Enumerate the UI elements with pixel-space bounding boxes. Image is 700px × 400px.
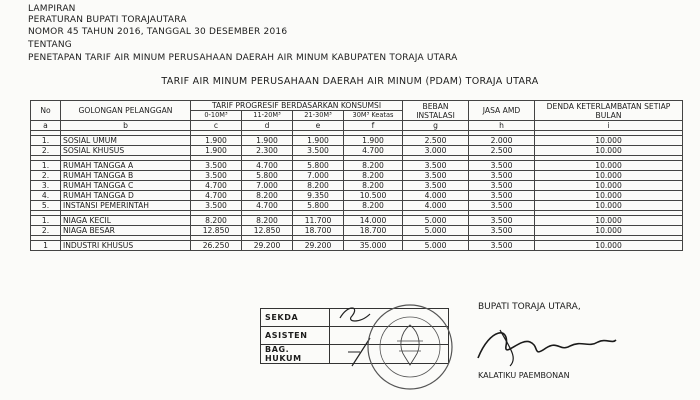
tariff-value: 18.700: [344, 226, 403, 236]
lampiran-label: LAMPIRAN: [28, 4, 76, 14]
tariff-value: 4.700: [191, 191, 242, 201]
tariff-value: 3.500: [469, 241, 535, 251]
regulation-number: NOMOR 45 TAHUN 2016, TANGGAL 30 DESEMBER 2016: [28, 27, 288, 37]
tariff-value: 8.200: [344, 161, 403, 171]
tariff-value: 14.000: [344, 216, 403, 226]
tariff-value: 5.000: [403, 226, 469, 236]
customer-group: RUMAH TANGGA C: [61, 181, 191, 191]
table-row: [31, 216, 683, 226]
tariff-value: 12.850: [242, 226, 293, 236]
official-stamp-seal: [365, 295, 455, 400]
customer-group: RUMAH TANGGA A: [61, 161, 191, 171]
tariff-value: 8.200: [242, 191, 293, 201]
tariff-value: 4.700: [242, 201, 293, 211]
tariff-value: 3.500: [403, 181, 469, 191]
customer-group: NIAGA BESAR: [61, 226, 191, 236]
tariff-value: 7.000: [242, 181, 293, 191]
customer-group: INSTANSI PEMERINTAH: [61, 201, 191, 211]
tariff-value: 4.700: [344, 146, 403, 156]
tariff-value: 3.500: [469, 226, 535, 236]
tariff-value: 10.000: [535, 136, 683, 146]
tariff-value: 8.200: [344, 201, 403, 211]
row-number: 4.: [31, 191, 61, 201]
tariff-value: 4.700: [191, 181, 242, 191]
header-denda: DENDA KETERLAMBATAN SETIAP BULAN: [535, 101, 683, 121]
tariff-value: 10.000: [535, 226, 683, 236]
column-letter: i: [535, 121, 683, 131]
column-letter: c: [191, 121, 242, 131]
tariff-table: [30, 100, 683, 251]
tariff-value: 3.500: [469, 216, 535, 226]
row-number: 5.: [31, 201, 61, 211]
regulation-subject: PENETAPAN TARIF AIR MINUM PERUSAHAAN DAERAH AIR MINUM KABUPATEN TORAJA UTARA: [28, 53, 458, 63]
row-number: 1.: [31, 161, 61, 171]
tariff-value: 3.500: [469, 171, 535, 181]
tariff-value: 3.500: [469, 201, 535, 211]
tariff-value: 4.700: [242, 161, 293, 171]
tariff-value: 2.300: [242, 146, 293, 156]
header-tier-2: 11-20M³: [242, 111, 293, 121]
tariff-value: 7.000: [293, 171, 344, 181]
bupati-name: KALATIKU PAEMBONAN: [478, 371, 570, 380]
tariff-value: 8.200: [344, 181, 403, 191]
column-letter: f: [344, 121, 403, 131]
tariff-value: 1.900: [344, 136, 403, 146]
paraf-label-sekda: SEKDA: [261, 309, 330, 327]
paraf-label-asisten: ASISTEN: [261, 327, 330, 345]
customer-group: SOSIAL KHUSUS: [61, 146, 191, 156]
tariff-value: 3.500: [191, 201, 242, 211]
tariff-value: 10.000: [535, 171, 683, 181]
tariff-value: 10.000: [535, 241, 683, 251]
customer-group: RUMAH TANGGA B: [61, 171, 191, 181]
tariff-value: 3.500: [469, 191, 535, 201]
tariff-value: 5.800: [242, 171, 293, 181]
header-no: No: [31, 101, 61, 121]
tariff-value: 3.000: [403, 146, 469, 156]
column-letter: a: [31, 121, 61, 131]
header-beban-instalasi: BEBAN INSTALASI: [403, 101, 469, 121]
bupati-title: BUPATI TORAJA UTARA,: [478, 302, 581, 312]
tariff-value: 10.000: [535, 201, 683, 211]
header-golongan: GOLONGAN PELANGGAN: [61, 101, 191, 121]
tariff-value: 10.500: [344, 191, 403, 201]
tariff-value: 10.000: [535, 216, 683, 226]
tariff-value: 29.200: [242, 241, 293, 251]
table-row: [31, 161, 683, 171]
table-row: [31, 181, 683, 191]
tariff-value: 3.500: [403, 161, 469, 171]
tariff-value: 10.000: [535, 181, 683, 191]
tariff-value: 2.500: [469, 146, 535, 156]
customer-group: NIAGA KECIL: [61, 216, 191, 226]
customer-group: RUMAH TANGGA D: [61, 191, 191, 201]
tariff-value: 5.800: [293, 201, 344, 211]
tariff-value: 3.500: [191, 161, 242, 171]
row-number: 2.: [31, 171, 61, 181]
tariff-value: 5.000: [403, 216, 469, 226]
tariff-value: 4.000: [403, 191, 469, 201]
table-row: [31, 136, 683, 146]
table-row: [31, 146, 683, 156]
table-row: [31, 171, 683, 181]
tariff-value: 5.800: [293, 161, 344, 171]
header-tarif-progresif: TARIF PROGRESIF BERDASARKAN KONSUMSI: [191, 101, 403, 111]
column-letter: d: [242, 121, 293, 131]
tariff-value: 10.000: [535, 191, 683, 201]
tariff-value: 35.000: [344, 241, 403, 251]
tariff-value: 9.350: [293, 191, 344, 201]
tariff-value: 26.250: [191, 241, 242, 251]
tariff-value: 3.500: [469, 161, 535, 171]
tariff-value: 8.200: [344, 171, 403, 181]
table-title: TARIF AIR MINUM PERUSAHAAN DAERAH AIR MINUM (PDAM) TORAJA UTARA: [161, 76, 539, 87]
table-row: [31, 201, 683, 211]
tariff-value: 8.200: [191, 216, 242, 226]
header-jasa-amd: JASA AMD: [469, 101, 535, 121]
column-letter: h: [469, 121, 535, 131]
tariff-value: 1.900: [191, 136, 242, 146]
customer-group: SOSIAL UMUM: [61, 136, 191, 146]
row-number: 2.: [31, 146, 61, 156]
tariff-value: 10.000: [535, 161, 683, 171]
column-letter: b: [61, 121, 191, 131]
tariff-value: 4.000: [403, 201, 469, 211]
table-row: [31, 226, 683, 236]
tariff-value: 2.500: [403, 136, 469, 146]
column-letter-row: [31, 121, 683, 131]
row-number: 3.: [31, 181, 61, 191]
tariff-value: 10.000: [535, 146, 683, 156]
paraf-label-hukum: BAG. HUKUM: [261, 345, 330, 364]
header-tier-3: 21-30M³: [293, 111, 344, 121]
tariff-value: 5.000: [403, 241, 469, 251]
tariff-value: 3.500: [293, 146, 344, 156]
tariff-value: 3.500: [191, 171, 242, 181]
tariff-value: 12.850: [191, 226, 242, 236]
header-tier-1: 0-10M³: [191, 111, 242, 121]
tentang-label: TENTANG: [28, 40, 72, 50]
header-tier-4: 30M³ Keatas: [344, 111, 403, 121]
tariff-value: 29.200: [293, 241, 344, 251]
tariff-value: 1.900: [242, 136, 293, 146]
bupati-signature: [470, 318, 620, 370]
tariff-value: 11.700: [293, 216, 344, 226]
row-number: 1: [31, 241, 61, 251]
customer-group: INDUSTRI KHUSUS: [61, 241, 191, 251]
tariff-value: 3.500: [403, 171, 469, 181]
row-number: 1.: [31, 136, 61, 146]
column-letter: e: [293, 121, 344, 131]
tariff-value: 1.900: [191, 146, 242, 156]
tariff-value: 2.000: [469, 136, 535, 146]
tariff-value: 8.200: [242, 216, 293, 226]
table-row: [31, 191, 683, 201]
tariff-value: 18.700: [293, 226, 344, 236]
row-number: 1.: [31, 216, 61, 226]
column-letter: g: [403, 121, 469, 131]
regulation-title: PERATURAN BUPATI TORAJAUTARA: [28, 15, 187, 25]
tariff-value: 1.900: [293, 136, 344, 146]
tariff-value: 3.500: [469, 181, 535, 191]
row-number: 2.: [31, 226, 61, 236]
table-row: [31, 241, 683, 251]
tariff-value: 8.200: [293, 181, 344, 191]
